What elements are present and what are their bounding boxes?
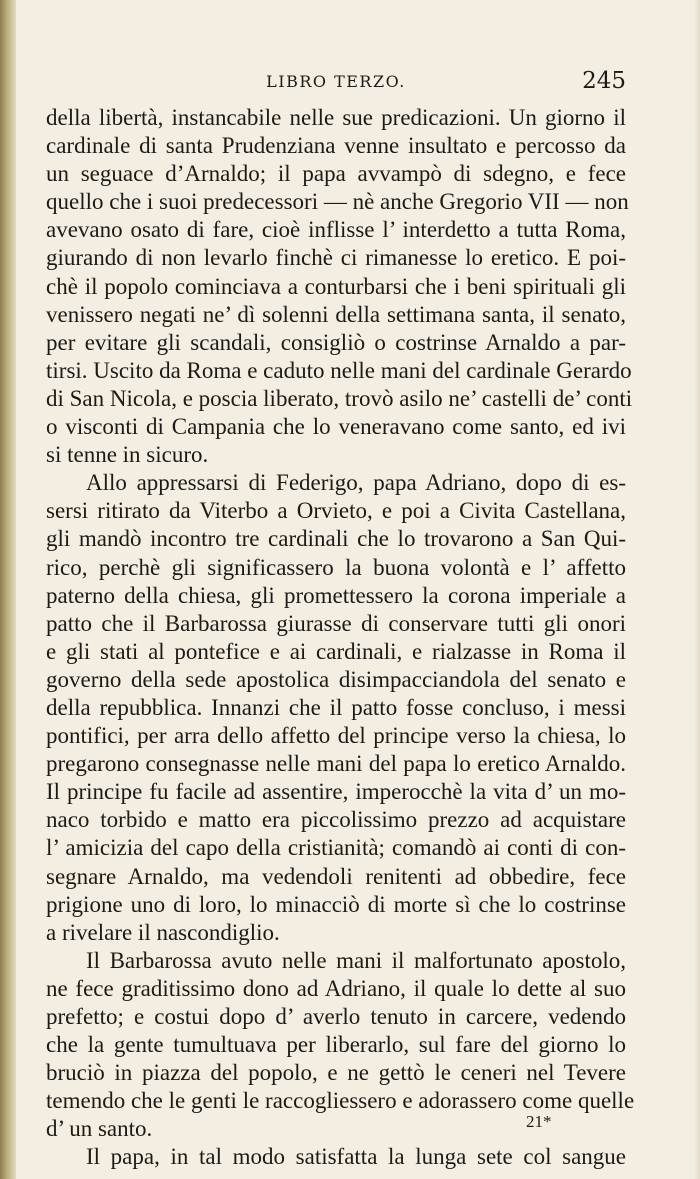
body-text <box>46 104 635 1172</box>
text-line: prefetto; e costui dopo d’ averlo tenuto in carcere, vedendo <box>46 1004 626 1029</box>
text-line: un seguace d’Arnaldo; il papa avvampò di sdegno, e fece <box>46 161 626 187</box>
text-line: venissero negati ne’ dì solenni della settimana santa, il senato, <box>46 301 626 327</box>
signature-mark: 21* <box>526 1112 552 1131</box>
text-line: temendo che le genti le raccogliessero e adorassero come quelle <box>46 1088 635 1114</box>
text-line: d’ un santo. <box>46 1116 153 1142</box>
text-line: si tenne in sicuro. <box>46 442 209 468</box>
text-line: bruciò in piazza del popolo, e ne gettò le ceneri nel Tevere <box>46 1060 626 1086</box>
page-edge <box>694 0 700 1179</box>
text-line: sersi ritirato da Viterbo a Orvieto, e poi a Civita Castellana, <box>46 498 626 524</box>
text-line: Allo appressarsi di Federigo, papa Adriano, dopo di es- <box>86 470 626 496</box>
page-header <box>46 68 626 102</box>
text-line: per evitare gli scandali, consigliò o costrinse Arnaldo a par- <box>46 329 626 355</box>
running-title: LIBRO TERZO. <box>266 72 406 91</box>
text-line: governo della sede apostolica disimpacciandola del senato e <box>46 666 626 692</box>
text-line: segnare Arnaldo, ma vedendoli renitenti ad obbedire, fece <box>46 863 626 889</box>
text-line: paterno della chiesa, gli promettessero la corona imperiale a <box>46 582 626 608</box>
page-number: 245 <box>582 68 626 94</box>
text-line: e gli stati al pontefice e ai cardinali, e rialzasse in Roma il <box>46 638 626 664</box>
text-line: che la gente tumultuava per liberarlo, sul fare del giorno lo <box>46 1032 626 1058</box>
text-line: quello che i suoi predecessori — nè anche Gregorio VII — non <box>46 189 629 215</box>
text-line: avevano osato di fare, cioè inflisse l’ interdetto a tutta Roma, <box>46 217 626 243</box>
text-line: Il papa, in tal modo satisfatta la lunga sete col sangue <box>86 1144 626 1170</box>
text-line: ne fece graditissimo dono ad Adriano, il quale lo dette al suo <box>46 975 626 1001</box>
text-line: patto che il Barbarossa giurasse di conservare tutti gli onori <box>46 610 626 636</box>
book-spine-shadow <box>0 0 16 1179</box>
text-line: a rivelare il nascondiglio. <box>46 919 280 945</box>
text-line: o visconti di Campania che lo veneravano come santo, ed ivi <box>46 414 626 440</box>
text-line: della libertà, instancabile nelle sue predicazioni. Un giorno il <box>46 105 626 130</box>
text-line: l’ amicizia del capo della cristianità; comandò ai conti di con- <box>46 835 626 861</box>
text-line: pontifici, per arra dello affetto del principe verso la chiesa, lo <box>46 723 626 749</box>
text-line: Il Barbarossa avuto nelle mani il malfortunato apostolo, <box>86 947 626 973</box>
text-line: della repubblica. Innanzi che il patto fosse concluso, i messi <box>46 694 626 720</box>
text-line: cardinale di santa Prudenziana venne insultato e percosso da <box>46 133 626 159</box>
text-line: chè il popolo cominciava a conturbarsi che i beni spirituali gli <box>46 273 626 299</box>
text-line: Il principe fu facile ad assentire, imperocchè la vita d’ un mo- <box>46 779 626 805</box>
text-line: giurando di non levarlo finchè ci rimanesse lo eretico. E poi- <box>46 245 626 271</box>
text-line: naco torbido e matto era piccolissimo prezzo ad acquistare <box>46 807 626 833</box>
text-line: rico, perchè gli significassero la buona volontà e l’ affetto <box>46 554 626 580</box>
text-line: gli mandò incontro tre cardinali che lo trovarono a San Qui- <box>46 526 626 552</box>
text-line: tirsi. Uscito da Roma e caduto nelle mani del cardinale Gerardo <box>46 357 632 383</box>
text-line: prigione uno di loro, lo minacciò di morte sì che lo costrinse <box>46 891 626 917</box>
text-line: pregarono consegnasse nelle mani del papa lo eretico Arnaldo. <box>46 751 626 777</box>
text-line: di San Nicola, e poscia liberato, trovò asilo ne’ castelli de’ conti <box>46 385 633 411</box>
